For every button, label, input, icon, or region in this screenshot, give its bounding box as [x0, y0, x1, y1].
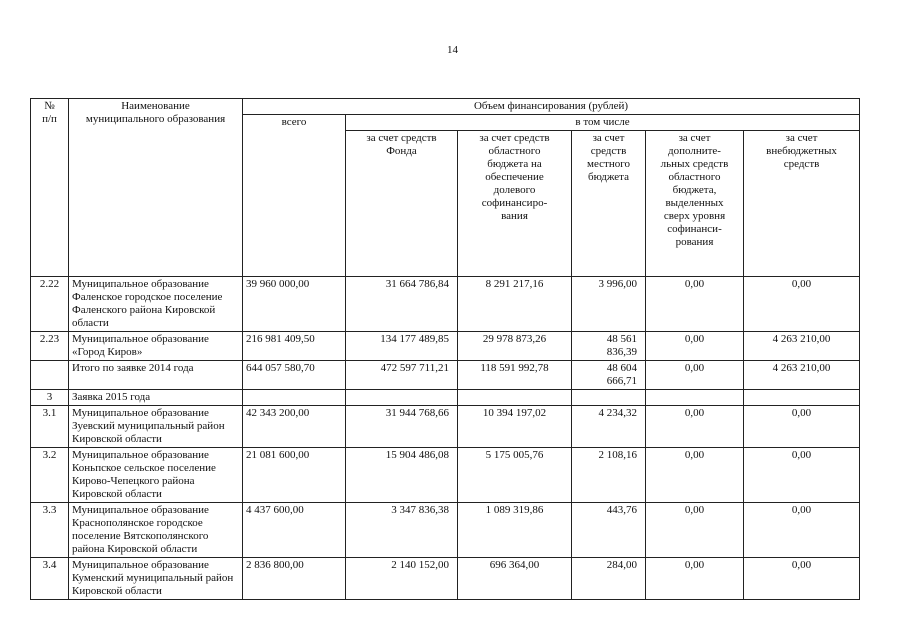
cell-local: 4 234,32	[572, 406, 646, 448]
cell-name: Муниципальное образование Краснополянское городское поселение Вятскополянского района Кировской области	[69, 503, 243, 558]
cell-no: 2.23	[31, 332, 69, 361]
cell-extrabudget	[744, 390, 860, 406]
cell-total: 2 836 800,00	[243, 558, 346, 600]
cell-name: Муниципальное образование Коньпское сельское поселение Кирово-Чепецкого района Кировской области	[69, 448, 243, 503]
cell-no: 3.2	[31, 448, 69, 503]
header-volume: Объем финансирования (рублей)	[243, 99, 860, 115]
cell-no	[31, 361, 69, 390]
cell-extrabudget: 0,00	[744, 448, 860, 503]
cell-name: Итого по заявке 2014 года	[69, 361, 243, 390]
cell-regional: 10 394 197,02	[458, 406, 572, 448]
cell-local: 443,76	[572, 503, 646, 558]
cell-regional: 696 364,00	[458, 558, 572, 600]
table-row	[31, 277, 860, 332]
cell-local: 48 561 836,39	[572, 332, 646, 361]
table-row	[31, 503, 860, 558]
cell-additional: 0,00	[646, 361, 744, 390]
cell-no: 3.3	[31, 503, 69, 558]
cell-name: Заявка 2015 года	[69, 390, 243, 406]
table-row	[31, 332, 860, 361]
cell-additional: 0,00	[646, 558, 744, 600]
cell-fund: 15 904 486,08	[346, 448, 458, 503]
cell-regional: 1 089 319,86	[458, 503, 572, 558]
cell-fund: 2 140 152,00	[346, 558, 458, 600]
cell-extrabudget: 4 263 210,00	[744, 361, 860, 390]
cell-additional: 0,00	[646, 277, 744, 332]
financing-table	[30, 98, 860, 600]
cell-no: 3.1	[31, 406, 69, 448]
cell-local: 3 996,00	[572, 277, 646, 332]
cell-local: 2 108,16	[572, 448, 646, 503]
cell-total: 21 081 600,00	[243, 448, 346, 503]
cell-total: 4 437 600,00	[243, 503, 346, 558]
cell-additional: 0,00	[646, 503, 744, 558]
cell-regional: 5 175 005,76	[458, 448, 572, 503]
header-local: за счет средств местного бюджета	[572, 131, 646, 277]
cell-no: 3.4	[31, 558, 69, 600]
cell-local: 284,00	[572, 558, 646, 600]
cell-extrabudget: 4 263 210,00	[744, 332, 860, 361]
cell-extrabudget: 0,00	[744, 503, 860, 558]
cell-no: 3	[31, 390, 69, 406]
cell-name: Муниципальное образование Зуевский муниципальный район Кировской области	[69, 406, 243, 448]
cell-extrabudget: 0,00	[744, 558, 860, 600]
table-row	[31, 406, 860, 448]
cell-fund	[346, 390, 458, 406]
cell-additional	[646, 390, 744, 406]
cell-total: 42 343 200,00	[243, 406, 346, 448]
cell-additional: 0,00	[646, 332, 744, 361]
cell-fund: 3 347 836,38	[346, 503, 458, 558]
header-extrabudget: за счет внебюджетных средств	[744, 131, 860, 277]
header-fund: за счет средств Фонда	[346, 131, 458, 277]
cell-regional: 29 978 873,26	[458, 332, 572, 361]
cell-total: 644 057 580,70	[243, 361, 346, 390]
cell-total: 216 981 409,50	[243, 332, 346, 361]
cell-name: Муниципальное образование «Город Киров»	[69, 332, 243, 361]
cell-extrabudget: 0,00	[744, 277, 860, 332]
header-name: Наименование муниципального образования	[69, 99, 243, 277]
table-row	[31, 558, 860, 600]
cell-additional: 0,00	[646, 448, 744, 503]
cell-no: 2.22	[31, 277, 69, 332]
cell-name: Муниципальное образование Фаленское городское поселение Фаленского района Кировской области	[69, 277, 243, 332]
cell-regional: 118 591 992,78	[458, 361, 572, 390]
header-row-1	[31, 99, 860, 115]
cell-fund: 31 664 786,84	[346, 277, 458, 332]
header-regional: за счет средств областного бюджета на обеспечение долевого софинансиро- вания	[458, 131, 572, 277]
cell-fund: 472 597 711,21	[346, 361, 458, 390]
cell-local: 48 604 666,71	[572, 361, 646, 390]
cell-extrabudget: 0,00	[744, 406, 860, 448]
cell-total: 39 960 000,00	[243, 277, 346, 332]
cell-total	[243, 390, 346, 406]
cell-regional	[458, 390, 572, 406]
cell-fund: 31 944 768,66	[346, 406, 458, 448]
header-total: всего	[243, 115, 346, 277]
header-including: в том числе	[346, 115, 860, 131]
table-row	[31, 448, 860, 503]
header-additional: за счет дополните- льных средств областного бюджета, выделенных сверх уровня софинанси- рования	[646, 131, 744, 277]
cell-additional: 0,00	[646, 406, 744, 448]
cell-name: Муниципальное образование Куменский муниципальный район Кировской области	[69, 558, 243, 600]
header-no: № п/п	[31, 99, 69, 277]
table-row	[31, 361, 860, 390]
cell-local	[572, 390, 646, 406]
page-number: 14	[447, 44, 458, 56]
cell-regional: 8 291 217,16	[458, 277, 572, 332]
table-row	[31, 390, 860, 406]
cell-fund: 134 177 489,85	[346, 332, 458, 361]
